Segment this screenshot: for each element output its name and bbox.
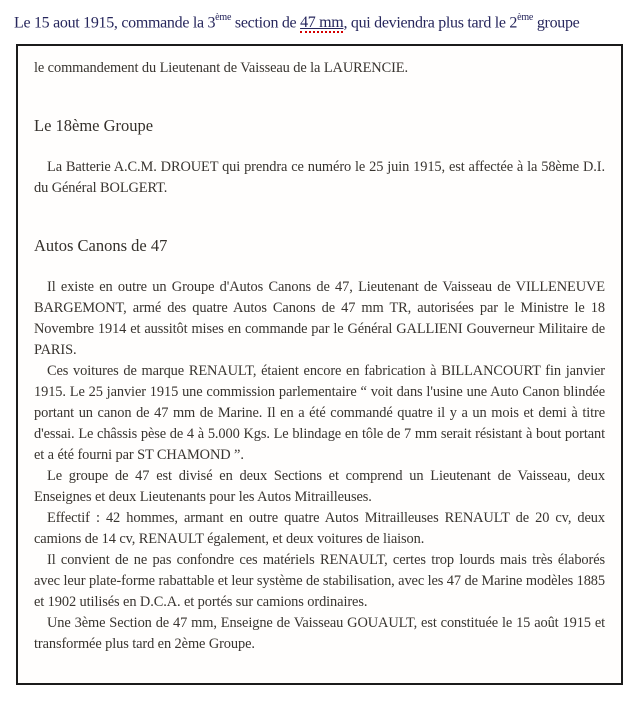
intro-paragraph: le commandement du Lieutenant de Vaisseau de la LAURENCIE. <box>34 60 408 76</box>
paragraph: Effectif : 42 hommes, armant en outre quatre Autos Mitrailleuses RENAULT de 20 cv, deux camions de 14 cv, RENAULT également, et deux voitures de liaison. <box>34 510 605 547</box>
caption-text-3: , qui deviendra plus tard le 2 <box>343 14 518 32</box>
ordinal-superscript: ème <box>215 12 232 23</box>
section-heading-autos-canons: Autos Canons de 47 <box>34 236 168 255</box>
paragraph: Ces voitures de marque RENAULT, étaient encore en fabrication à BILLANCOURT fin janvier 1915. Le 25 janvier 1915 une commission parlementaire “ voit dans l'usine une Auto Canon blindée portant un canon de 47 mm de Marine. Il en a été commandé quatre il y a un mois et demi à titre d'essai. Le châssis pèse de 4 à 5.000 Kgs. Le blindage en tôle de 7 mm serait résistant à bout portant et a été fourni par ST CHAMOND ”. <box>34 363 605 463</box>
paragraph: Il convient de ne pas confondre ces matériels RENAULT, certes trop lourds mais très élaborés avec leur plate-forme rabattable et leur système de stabilisation, avec les 47 de Marine modèles 1885 et 1902 utilisés en D.C.A. et portés sur camions ordinaires. <box>34 552 605 610</box>
section-heading-18eme-groupe: Le 18ème Groupe <box>34 116 154 135</box>
caption-text-2: section de <box>231 14 301 32</box>
document-page <box>16 44 623 685</box>
caption-line <box>14 9 636 33</box>
paragraph: Une 3ème Section de 47 mm, Enseigne de Vaisseau GOUAULT, est constituée le 15 août 1915 et transformée plus tard en 2ème Groupe. <box>34 615 605 652</box>
caption-text-4: groupe <box>533 14 580 32</box>
caption-text-1: Le 15 aout 1915, commande la 3 <box>14 14 216 32</box>
paragraph: Le groupe de 47 est divisé en deux Sections et comprend un Lieutenant de Vaisseau, deux Enseignes et deux Lieutenants pour les Autos Mitrailleuses. <box>34 468 605 505</box>
caption-underlined-term: 47 mm <box>300 14 344 32</box>
paragraph: La Batterie A.C.M. DROUET qui prendra ce numéro le 25 juin 1915, est affectée à la 58ème D.I. du Général BOLGERT. <box>34 159 605 196</box>
ordinal-superscript: ème <box>517 12 534 23</box>
paragraph: Il existe en outre un Groupe d'Autos Canons de 47, Lieutenant de Vaisseau de VILLENEUVE BARGEMONT, armé des quatre Autos Canons de 47 mm TR, autorisées par le Ministre le 18 Novembre 1914 et aussitôt mises en commande par le Général GALLIENI Gouverneur Militaire de PARIS. <box>34 279 605 358</box>
